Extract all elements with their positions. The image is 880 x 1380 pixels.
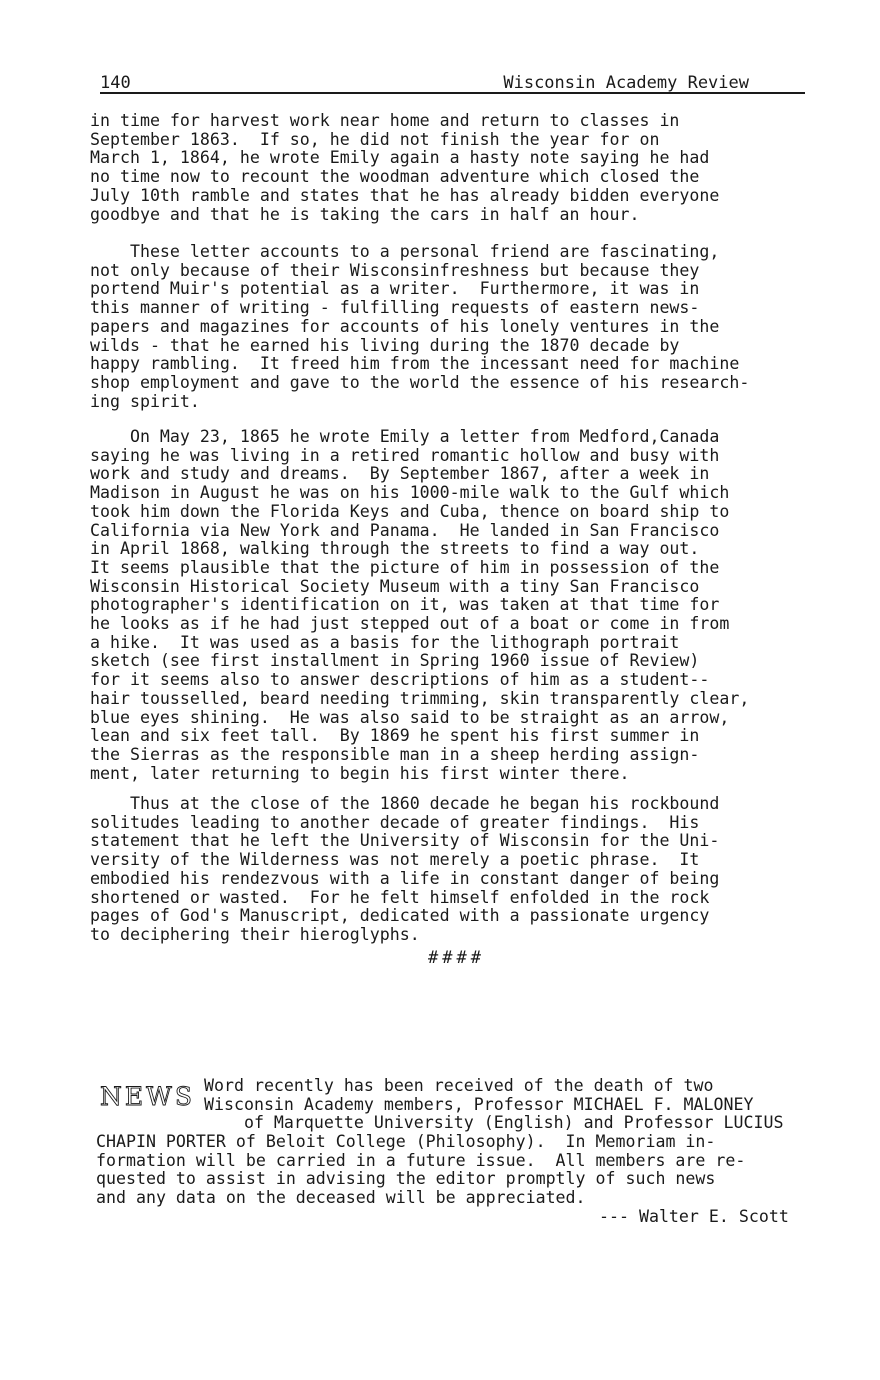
article-paragraph-4: Thus at the close of the 1860 decade he began his rockbound solitudes leading to another decade of greater findings. His statement that he left the University of Wisconsin for the Uni- versity of the Wilderness was not merely a poetic phrase. It embodied his rendezvous with a life in constant danger of being shortened or wasted. For he felt himself enfolded in the rock pages of God's Manuscript, dedicated with a passionate urgency to deciphering their hieroglyphs.: [90, 794, 720, 944]
article-paragraph-3: On May 23, 1865 he wrote Emily a letter from Medford,Canada saying he was living in a retired romantic hollow and busy with work and study and dreams. By September 1867, after a week in Madison in August he was on his 1000-mile walk to the Gulf which took him down the Florida Keys and Cuba, thence on board ship to California via New York and Panama. He landed in San Francisco in April 1868, walking through the streets to find a way out. It seems plausible that the picture of him in possession of the Wisconsin Historical Society Museum with a tiny San Francisco photographer's identification on it, was taken at that time for he looks as if he had just stepped out of a boat or come in from a hike. It was used as a basis for the lithograph portrait sketch (see first installment in Spring 1960 issue of Review) for it seems also to answer descriptions of him as a student-- hair tousselled, beard needing trimming, skin transparently clear, blue eyes shining. He was also said to be straight as an arrow, lean and six feet tall. By 1869 he spent his first summer in the Sierras as the responsible man in a sheep herding assign- ment, later returning to begin his first winter there.: [90, 427, 750, 783]
page-number: 140: [100, 73, 131, 93]
news-text-beside-heading: Word recently has been received of the death of two Wisconsin Academy members, Professor MICHAEL F. MALONEY of Marquette University (English) and Professor LUCIUS: [204, 1076, 784, 1133]
page-header: [100, 70, 805, 94]
news-signature: --- Walter E. Scott: [599, 1207, 789, 1226]
news-heading: NEWS: [100, 1082, 195, 1111]
article-paragraph-2: These letter accounts to a personal friend are fascinating, not only because of their Wisconsinfreshness but because they portend Muir's potential as a writer. Furthermore, it was in this manner of writing - fulfilling requests of eastern news- papers and magazines for accounts of his lonely ventures in the wilds - that he earned his living during the 1870 decade by happy rambling. It freed him from the incessant need for machine shop employment and gave to the world the essence of his research- ing spirit.: [90, 242, 750, 411]
journal-title: Wisconsin Academy Review: [503, 73, 749, 93]
news-text-body: CHAPIN PORTER of Beloit College (Philosophy). In Memoriam in- formation will be carried in a future issue. All members are re- quested to assist in advising the editor promptly of such news and any data on the deceased will be appreciated.: [96, 1132, 746, 1207]
article-paragraph-1: in time for harvest work near home and return to classes in September 1863. If so, he did not finish the year for on March 1, 1864, he wrote Emily again a hasty note saying he had no time now to recount the woodman adventure which closed the July 10th ramble and states that he has already bidden everyone goodbye and that he is taking the cars in half an hour.: [90, 111, 720, 224]
article-end-mark: ####: [428, 948, 485, 968]
